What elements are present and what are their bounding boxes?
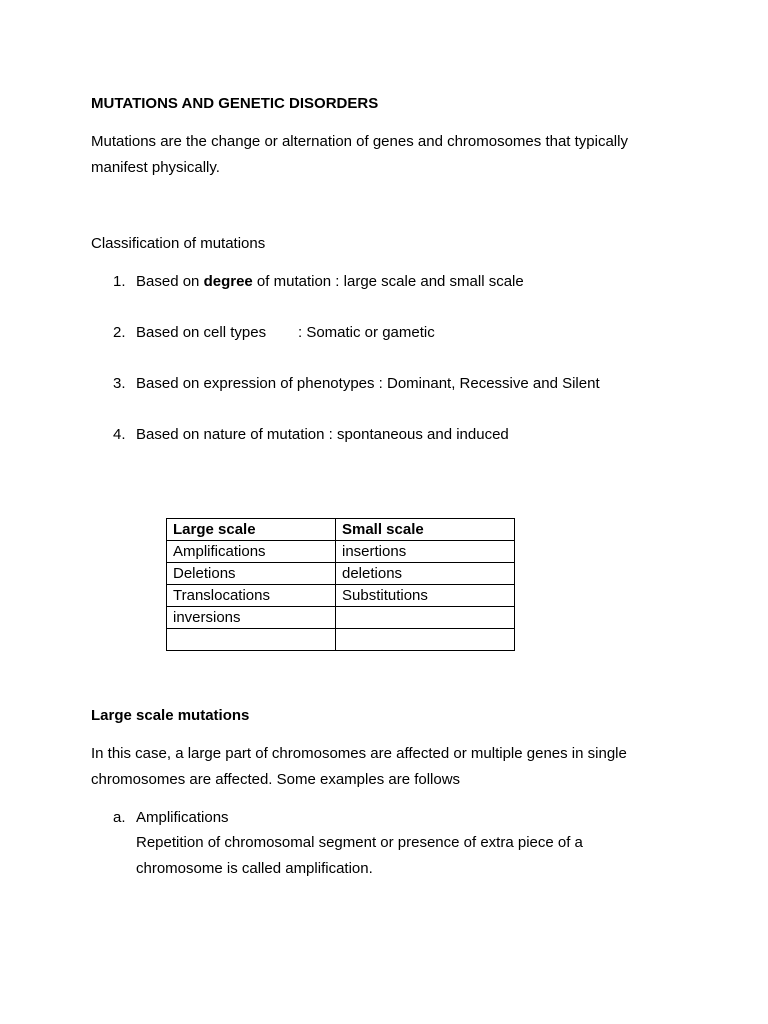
list-item-bold-term: degree	[203, 273, 253, 290]
list-item-letter: a.	[113, 809, 126, 826]
table-cell	[336, 607, 515, 629]
table-cell: deletions	[336, 563, 515, 585]
list-item-title: Amplifications	[136, 809, 229, 826]
table-cell	[336, 629, 515, 651]
list-item-value: : Somatic or gametic	[298, 324, 435, 341]
table-row	[167, 629, 515, 651]
list-item-text: of mutation : large scale and small scale	[252, 273, 524, 290]
section-paragraph-line-1: In this case, a large part of chromosomes are affected or multiple genes in single	[91, 745, 627, 762]
list-item-label: Based on cell types	[136, 324, 267, 341]
table-row	[167, 541, 515, 563]
page-title: MUTATIONS AND GENETIC DISORDERS	[91, 95, 379, 112]
classification-heading: Classification of mutations	[91, 235, 266, 252]
table-cell: insertions	[336, 541, 515, 563]
list-item-text: Based on nature of mutation : spontaneous and induced	[136, 426, 509, 443]
list-item-number: 4.	[113, 426, 126, 443]
intro-line-2: manifest physically.	[91, 159, 220, 176]
list-item	[136, 273, 524, 290]
table-header-row	[167, 519, 515, 541]
table-row	[167, 585, 515, 607]
mutation-scale-table	[166, 518, 515, 651]
table-header-cell: Large scale	[167, 519, 336, 541]
intro-line-1: Mutations are the change or alternation of genes and chromosomes that typically	[91, 133, 628, 150]
list-item-text: Based on expression of phenotypes : Dominant, Recessive and Silent	[136, 375, 600, 392]
table-cell: Deletions	[167, 563, 336, 585]
list-item-number: 2.	[113, 324, 126, 341]
list-item-text: Based on	[136, 273, 204, 290]
section-paragraph-line-2: chromosomes are affected. Some examples are follows	[91, 771, 461, 788]
table-cell: Substitutions	[336, 585, 515, 607]
list-item-number: 3.	[113, 375, 126, 392]
list-item-number: 1.	[113, 273, 126, 290]
list-item-description-line-1: Repetition of chromosomal segment or presence of extra piece of a	[136, 834, 583, 851]
table-header-cell: Small scale	[336, 519, 515, 541]
section-heading: Large scale mutations	[91, 707, 250, 724]
list-item-description-line-2: chromosome is called amplification.	[136, 860, 373, 877]
table-cell: inversions	[167, 607, 336, 629]
table-cell: Amplifications	[167, 541, 336, 563]
table-cell	[167, 629, 336, 651]
table-row	[167, 607, 515, 629]
table-row	[167, 563, 515, 585]
table-cell: Translocations	[167, 585, 336, 607]
